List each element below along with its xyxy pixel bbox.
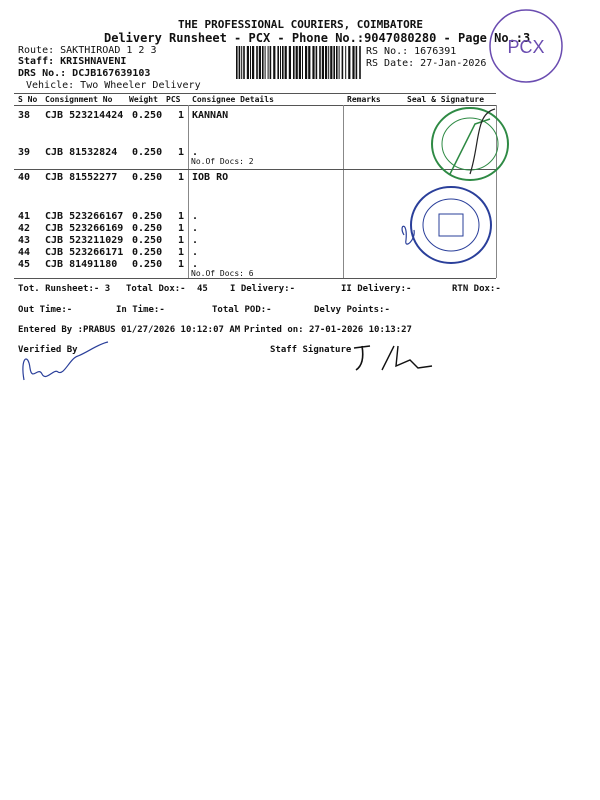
row-consignment: CJB 523211029 — [45, 235, 124, 246]
row-consignment: CJB 523266169 — [45, 223, 124, 234]
col-seal: Seal & Signature — [407, 95, 485, 104]
row-pcs: 1 — [178, 259, 185, 270]
verified-signature — [18, 338, 118, 386]
row-pcs: 1 — [178, 235, 185, 246]
row-sno: 38 — [18, 110, 31, 121]
delivery-points: Delvy Points:- — [314, 305, 390, 315]
staff-signature — [348, 340, 438, 376]
tot-runsheet: Tot. Runsheet:- 3 — [18, 284, 111, 294]
row-consignee: . — [192, 247, 199, 258]
company-name: THE PROFESSIONAL COURIERS, COIMBATORE — [178, 18, 424, 31]
row-consignment: CJB 81532824 — [45, 147, 118, 158]
col-consignee: Consignee Details — [192, 95, 274, 104]
row-weight: 0.250 — [132, 211, 163, 222]
drs-number: DRS No.: DCJB167639103 — [18, 68, 151, 79]
in-time: In Time:- — [116, 305, 165, 315]
row-consignee: . — [192, 147, 199, 158]
rs-number: RS No.: 1676391 — [366, 46, 457, 57]
row-weight: 0.250 — [132, 147, 163, 158]
row-consignee: . — [192, 223, 199, 234]
col-remarks: Remarks — [347, 95, 381, 104]
printed-on: Printed on: 27-01-2026 10:13:27 — [244, 325, 412, 335]
row-sno: 45 — [18, 259, 31, 270]
col-weight: Weight — [129, 95, 158, 104]
row-consignee: . — [192, 259, 199, 270]
rtn-dox: RTN Dox:- — [452, 284, 501, 294]
total-dox: Total Dox:- — [126, 284, 186, 294]
row-sno: 41 — [18, 211, 31, 222]
row-pcs: 1 — [178, 247, 185, 258]
total-pod: Total POD:- — [212, 305, 272, 315]
svg-text:PCX: PCX — [507, 37, 545, 57]
ii-delivery: II Delivery:- — [341, 284, 412, 294]
row-weight: 0.250 — [132, 247, 163, 258]
row-weight: 0.250 — [132, 259, 163, 270]
row-weight: 0.250 — [132, 172, 163, 183]
out-time: Out Time:- — [18, 305, 73, 315]
route: Route: SAKTHIROAD 1 2 3 — [18, 45, 157, 56]
row-pcs: 1 — [178, 223, 185, 234]
blue-seal — [396, 180, 496, 270]
row-sno: 44 — [18, 247, 31, 258]
row-sno: 43 — [18, 235, 31, 246]
page-title: Delivery Runsheet - PCX - Phone No.:9047080280 - Page No.:3 — [104, 31, 531, 45]
rs-date: RS Date: 27-Jan-2026 — [366, 58, 487, 69]
row-consignee: IOB RO — [192, 172, 229, 183]
row-consignment: CJB 523214424 — [45, 110, 124, 121]
row-weight: 0.250 — [132, 235, 163, 246]
verified-by: Verified By — [18, 345, 78, 355]
row-weight: 0.250 — [132, 223, 163, 234]
col-pcs: PCS — [166, 95, 181, 104]
row-sno: 42 — [18, 223, 31, 234]
col-consignment: Consignment No — [45, 95, 113, 104]
vehicle: Vehicle: Two Wheeler Delivery — [26, 80, 201, 91]
row-pcs: 1 — [178, 110, 185, 121]
row-pcs: 1 — [178, 211, 185, 222]
staff-signature-label: Staff Signature — [270, 345, 352, 355]
entered-by: Entered By :PRABUS 01/27/2026 10:12:07 AM — [18, 325, 241, 335]
row-consignee: . — [192, 211, 199, 222]
docs-note-2: No.Of Docs: 6 — [191, 269, 254, 278]
barcode — [236, 46, 362, 79]
row-consignee: . — [192, 235, 199, 246]
row-consignment: CJB 523266167 — [45, 211, 124, 222]
docs-note-1: No.Of Docs: 2 — [191, 157, 254, 166]
staff: Staff: KRISHNAVENI — [18, 56, 127, 67]
row-sno: 39 — [18, 147, 31, 158]
row-consignment: CJB 81491180 — [45, 259, 118, 270]
pcx-stamp — [486, 6, 566, 86]
row-consignee: KANNAN — [192, 110, 229, 121]
row-pcs: 1 — [178, 147, 185, 158]
col-sno: S No — [18, 95, 38, 104]
row-sno: 40 — [18, 172, 31, 183]
row-weight: 0.250 — [132, 110, 163, 121]
row-consignment: CJB 81552277 — [45, 172, 118, 183]
row-consignment: CJB 523266171 — [45, 247, 124, 258]
green-seal — [420, 104, 520, 184]
total-dox-value: 45 — [197, 284, 208, 294]
i-delivery: I Delivery:- — [230, 284, 296, 294]
row-pcs: 1 — [178, 172, 185, 183]
